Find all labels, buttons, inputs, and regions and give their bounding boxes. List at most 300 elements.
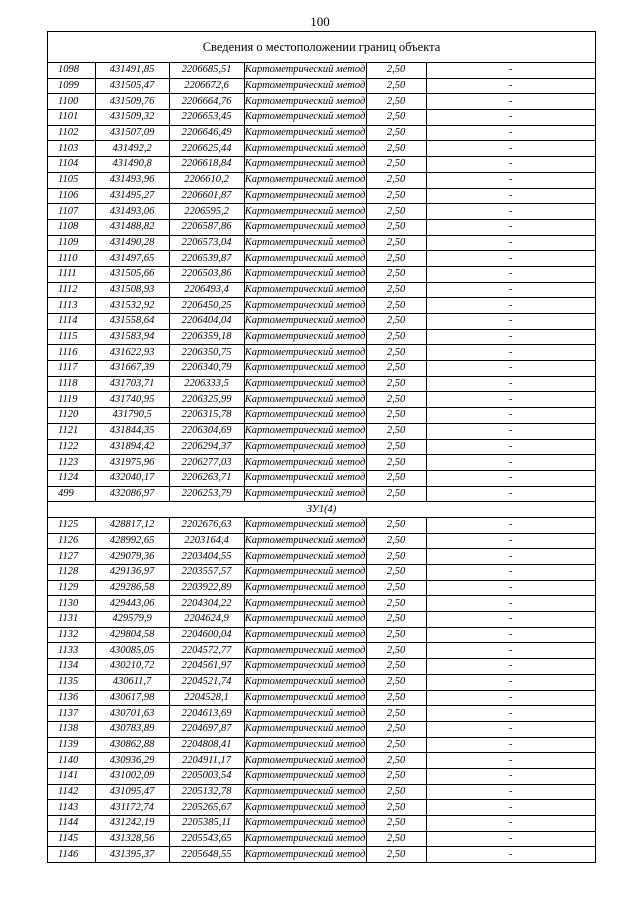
point-number-cell: 1126 (48, 533, 95, 549)
point-number-cell: 1101 (48, 110, 95, 126)
method-cell: Картометрический метод (244, 784, 366, 800)
table-row (48, 800, 595, 816)
description-cell: - (426, 612, 595, 628)
method-cell: Картометрический метод (244, 361, 366, 377)
method-cell: Картометрический метод (244, 345, 366, 361)
description-cell: - (426, 63, 595, 78)
method-cell: Картометрический метод (244, 659, 366, 675)
table-row (48, 580, 595, 596)
point-number-cell: 1111 (48, 266, 95, 282)
description-cell: - (426, 188, 595, 204)
y-coordinate-cell: 2206672,6 (169, 78, 244, 94)
accuracy-cell: 2,50 (366, 690, 426, 706)
accuracy-cell: 2,50 (366, 125, 426, 141)
description-cell: - (426, 486, 595, 502)
point-number-cell: 1139 (48, 737, 95, 753)
description-cell: - (426, 251, 595, 267)
method-cell: Картометрический метод (244, 847, 366, 862)
table-row (48, 172, 595, 188)
description-cell: - (426, 533, 595, 549)
accuracy-cell: 2,50 (366, 486, 426, 502)
y-coordinate-cell: 2206263,71 (169, 470, 244, 486)
description-cell: - (426, 266, 595, 282)
x-coordinate-cell: 432040,17 (95, 470, 169, 486)
table-row (48, 78, 595, 94)
point-number-cell: 1117 (48, 361, 95, 377)
y-coordinate-cell: 2206450,25 (169, 298, 244, 314)
table-row (48, 533, 595, 549)
description-cell: - (426, 659, 595, 675)
y-coordinate-cell: 2206595,2 (169, 204, 244, 220)
description-cell: - (426, 596, 595, 612)
x-coordinate-cell: 429443,06 (95, 596, 169, 612)
x-coordinate-cell: 429136,97 (95, 565, 169, 581)
description-cell: - (426, 643, 595, 659)
description-cell: - (426, 94, 595, 110)
method-cell: Картометрический метод (244, 565, 366, 581)
table-row (48, 423, 595, 439)
x-coordinate-cell: 428992,65 (95, 533, 169, 549)
method-cell: Картометрический метод (244, 737, 366, 753)
y-coordinate-cell: 2206304,69 (169, 423, 244, 439)
accuracy-cell: 2,50 (366, 78, 426, 94)
point-number-cell: 1110 (48, 251, 95, 267)
description-cell: - (426, 314, 595, 330)
method-cell: Картометрический метод (244, 219, 366, 235)
method-cell: Картометрический метод (244, 188, 366, 204)
x-coordinate-cell: 430936,29 (95, 753, 169, 769)
method-cell: Картометрический метод (244, 423, 366, 439)
accuracy-cell: 2,50 (366, 470, 426, 486)
method-cell: Картометрический метод (244, 627, 366, 643)
y-coordinate-cell: 2203404,55 (169, 549, 244, 565)
y-coordinate-cell: 2205648,55 (169, 847, 244, 862)
accuracy-cell: 2,50 (366, 565, 426, 581)
point-number-cell: 1108 (48, 219, 95, 235)
point-number-cell: 1123 (48, 455, 95, 471)
method-cell: Картометрический метод (244, 470, 366, 486)
point-number-cell: 1127 (48, 549, 95, 565)
description-cell: - (426, 753, 595, 769)
y-coordinate-cell: 2206618,84 (169, 157, 244, 173)
accuracy-cell: 2,50 (366, 361, 426, 377)
accuracy-cell: 2,50 (366, 63, 426, 78)
x-coordinate-cell: 431172,74 (95, 800, 169, 816)
table-row (48, 125, 595, 141)
accuracy-cell: 2,50 (366, 282, 426, 298)
point-number-cell: 1100 (48, 94, 95, 110)
accuracy-cell: 2,50 (366, 533, 426, 549)
x-coordinate-cell: 431095,47 (95, 784, 169, 800)
description-cell: - (426, 172, 595, 188)
table-row (48, 549, 595, 565)
method-cell: Картометрический метод (244, 517, 366, 533)
point-number-cell: 1109 (48, 235, 95, 251)
point-number-cell: 1131 (48, 612, 95, 628)
x-coordinate-cell: 431328,56 (95, 831, 169, 847)
accuracy-cell: 2,50 (366, 345, 426, 361)
description-cell: - (426, 816, 595, 832)
method-cell: Картометрический метод (244, 392, 366, 408)
point-number-cell: 1133 (48, 643, 95, 659)
method-cell: Картометрический метод (244, 94, 366, 110)
description-cell: - (426, 298, 595, 314)
x-coordinate-cell: 432086,97 (95, 486, 169, 502)
accuracy-cell: 2,50 (366, 439, 426, 455)
method-cell: Картометрический метод (244, 721, 366, 737)
point-number-cell: 499 (48, 486, 95, 502)
point-number-cell: 1121 (48, 423, 95, 439)
point-number-cell: 1140 (48, 753, 95, 769)
y-coordinate-cell: 2204528,1 (169, 690, 244, 706)
description-cell: - (426, 125, 595, 141)
accuracy-cell: 2,50 (366, 517, 426, 533)
method-cell: Картометрический метод (244, 235, 366, 251)
method-cell: Картометрический метод (244, 753, 366, 769)
description-cell: - (426, 282, 595, 298)
accuracy-cell: 2,50 (366, 219, 426, 235)
x-coordinate-cell: 431509,32 (95, 110, 169, 126)
accuracy-cell: 2,50 (366, 706, 426, 722)
x-coordinate-cell: 430085,05 (95, 643, 169, 659)
table-row (48, 706, 595, 722)
method-cell: Картометрический метод (244, 204, 366, 220)
method-cell: Картометрический метод (244, 329, 366, 345)
x-coordinate-cell: 431497,65 (95, 251, 169, 267)
point-number-cell: 1116 (48, 345, 95, 361)
x-coordinate-cell: 429286,58 (95, 580, 169, 596)
point-number-cell: 1119 (48, 392, 95, 408)
x-coordinate-cell: 431507,09 (95, 125, 169, 141)
accuracy-cell: 2,50 (366, 659, 426, 675)
description-cell: - (426, 345, 595, 361)
point-number-cell: 1112 (48, 282, 95, 298)
x-coordinate-cell: 431844,35 (95, 423, 169, 439)
point-number-cell: 1102 (48, 125, 95, 141)
y-coordinate-cell: 2206277,03 (169, 455, 244, 471)
y-coordinate-cell: 2206325,99 (169, 392, 244, 408)
table-row (48, 361, 595, 377)
table-row (48, 659, 595, 675)
description-cell: - (426, 204, 595, 220)
description-cell: - (426, 690, 595, 706)
point-number-cell: 1136 (48, 690, 95, 706)
x-coordinate-cell: 428817,12 (95, 517, 169, 533)
y-coordinate-cell: 2206340,79 (169, 361, 244, 377)
table-row (48, 219, 595, 235)
y-coordinate-cell: 2204808,41 (169, 737, 244, 753)
x-coordinate-cell: 431558,64 (95, 314, 169, 330)
table-row (48, 188, 595, 204)
point-number-cell: 1105 (48, 172, 95, 188)
table-row (48, 486, 595, 502)
y-coordinate-cell: 2204600,04 (169, 627, 244, 643)
description-cell: - (426, 565, 595, 581)
description-cell: - (426, 219, 595, 235)
y-coordinate-cell: 2205265,67 (169, 800, 244, 816)
point-number-cell: 1132 (48, 627, 95, 643)
point-number-cell: 1120 (48, 408, 95, 424)
table-row (48, 157, 595, 173)
y-coordinate-cell: 2204911,17 (169, 753, 244, 769)
table-row (48, 753, 595, 769)
accuracy-cell: 2,50 (366, 800, 426, 816)
x-coordinate-cell: 431490,8 (95, 157, 169, 173)
table-row (48, 721, 595, 737)
description-cell: - (426, 831, 595, 847)
description-cell: - (426, 157, 595, 173)
point-number-cell: 1146 (48, 847, 95, 862)
x-coordinate-cell: 429079,36 (95, 549, 169, 565)
point-number-cell: 1130 (48, 596, 95, 612)
accuracy-cell: 2,50 (366, 392, 426, 408)
y-coordinate-cell: 2206625,44 (169, 141, 244, 157)
point-number-cell: 1135 (48, 674, 95, 690)
table-row (48, 565, 595, 581)
table-row (48, 141, 595, 157)
accuracy-cell: 2,50 (366, 721, 426, 737)
x-coordinate-cell: 431492,2 (95, 141, 169, 157)
table-row (48, 235, 595, 251)
y-coordinate-cell: 2202676,63 (169, 517, 244, 533)
y-coordinate-cell: 2206315,78 (169, 408, 244, 424)
x-coordinate-cell: 431667,39 (95, 361, 169, 377)
y-coordinate-cell: 2203557,57 (169, 565, 244, 581)
x-coordinate-cell: 430783,89 (95, 721, 169, 737)
x-coordinate-cell: 431505,47 (95, 78, 169, 94)
y-coordinate-cell: 2206646,49 (169, 125, 244, 141)
x-coordinate-cell: 431505,66 (95, 266, 169, 282)
method-cell: Картометрический метод (244, 63, 366, 78)
y-coordinate-cell: 2206610,2 (169, 172, 244, 188)
description-cell: - (509, 848, 513, 860)
x-coordinate-cell: 430617,98 (95, 690, 169, 706)
accuracy-cell: 2,50 (366, 674, 426, 690)
description-cell: - (426, 549, 595, 565)
x-coordinate-cell: 431975,96 (95, 455, 169, 471)
description-cell: - (426, 706, 595, 722)
accuracy-cell: 2,50 (366, 816, 426, 832)
y-coordinate-cell: 2206587,86 (169, 219, 244, 235)
description-cell: - (426, 376, 595, 392)
table-row (48, 314, 595, 330)
x-coordinate-cell: 431242,19 (95, 816, 169, 832)
description-cell: - (426, 392, 595, 408)
method-cell: Картометрический метод (244, 690, 366, 706)
description-cell: - (426, 800, 595, 816)
point-number-cell: 1128 (48, 565, 95, 581)
description-cell: - (426, 768, 595, 784)
description-cell: - (426, 423, 595, 439)
section-row (48, 502, 595, 518)
x-coordinate-cell: 430611,7 (95, 674, 169, 690)
x-coordinate-cell: 431491,85 (95, 63, 169, 78)
x-coordinate-cell: 430210,72 (95, 659, 169, 675)
coordinates-table (48, 63, 595, 862)
y-coordinate-cell: 2205132,78 (169, 784, 244, 800)
table-row (48, 110, 595, 126)
method-cell: Картометрический метод (244, 314, 366, 330)
method-cell: Картометрический метод (244, 157, 366, 173)
table-row (48, 455, 595, 471)
accuracy-cell: 2,50 (366, 737, 426, 753)
table-row (48, 612, 595, 628)
table-row (48, 847, 595, 862)
x-coordinate-cell: 431508,93 (95, 282, 169, 298)
accuracy-cell: 2,50 (366, 580, 426, 596)
method-cell: Картометрический метод (244, 172, 366, 188)
accuracy-cell: 2,50 (366, 157, 426, 173)
point-number-cell: 1118 (48, 376, 95, 392)
table-row (48, 737, 595, 753)
y-coordinate-cell: 2205003,54 (169, 768, 244, 784)
description-cell: - (426, 470, 595, 486)
description-cell: - (426, 627, 595, 643)
description-cell: - (426, 78, 595, 94)
description-cell: - (426, 721, 595, 737)
accuracy-cell: 2,50 (366, 298, 426, 314)
point-number-cell: 1106 (48, 188, 95, 204)
x-coordinate-cell: 431395,37 (95, 847, 169, 862)
table-title: Сведения о местоположении границ объекта (48, 32, 595, 63)
accuracy-cell: 2,50 (366, 266, 426, 282)
accuracy-cell: 2,50 (366, 188, 426, 204)
table-row (48, 643, 595, 659)
method-cell: Картометрический метод (244, 439, 366, 455)
accuracy-cell: 2,50 (366, 847, 426, 862)
accuracy-cell: 2,50 (366, 251, 426, 267)
y-coordinate-cell: 2204572,77 (169, 643, 244, 659)
accuracy-cell: 2,50 (366, 376, 426, 392)
method-cell: Картометрический метод (244, 800, 366, 816)
method-cell: Картометрический метод (244, 643, 366, 659)
method-cell: Картометрический метод (244, 282, 366, 298)
description-cell: - (426, 235, 595, 251)
description-cell: - (426, 517, 595, 533)
description-cell: - (426, 110, 595, 126)
y-coordinate-cell: 2206685,51 (169, 63, 244, 78)
description-cell: - (426, 329, 595, 345)
point-number-cell: 1098 (48, 63, 95, 78)
method-cell: Картометрический метод (244, 831, 366, 847)
accuracy-cell: 2,50 (366, 172, 426, 188)
x-coordinate-cell: 431740,95 (95, 392, 169, 408)
y-coordinate-cell: 2206493,4 (169, 282, 244, 298)
description-cell: - (426, 439, 595, 455)
point-number-cell: 1107 (48, 204, 95, 220)
point-number-cell: 1134 (48, 659, 95, 675)
method-cell: Картометрический метод (244, 78, 366, 94)
y-coordinate-cell: 2206333,5 (169, 376, 244, 392)
accuracy-cell: 2,50 (366, 549, 426, 565)
y-coordinate-cell: 2206359,18 (169, 329, 244, 345)
method-cell: Картометрический метод (244, 816, 366, 832)
point-number-cell: 1114 (48, 314, 95, 330)
method-cell: Картометрический метод (244, 674, 366, 690)
x-coordinate-cell: 431495,27 (95, 188, 169, 204)
method-cell: Картометрический метод (244, 455, 366, 471)
x-coordinate-cell: 431493,96 (95, 172, 169, 188)
method-cell: Картометрический метод (244, 486, 366, 502)
accuracy-cell: 2,50 (366, 784, 426, 800)
y-coordinate-cell: 2206539,87 (169, 251, 244, 267)
x-coordinate-cell: 429579,9 (95, 612, 169, 628)
accuracy-cell: 2,50 (366, 753, 426, 769)
y-coordinate-cell: 2205543,65 (169, 831, 244, 847)
y-coordinate-cell: 2206350,75 (169, 345, 244, 361)
table-row (48, 784, 595, 800)
point-number-cell: 1129 (48, 580, 95, 596)
table-row (48, 329, 595, 345)
y-coordinate-cell: 2206573,04 (169, 235, 244, 251)
point-number-cell: 1122 (48, 439, 95, 455)
table-row (48, 266, 595, 282)
boundary-table (47, 31, 596, 863)
x-coordinate-cell: 431703,71 (95, 376, 169, 392)
y-coordinate-cell: 2204613,69 (169, 706, 244, 722)
table-row (48, 517, 595, 533)
table-row (48, 408, 595, 424)
y-coordinate-cell: 2204697,87 (169, 721, 244, 737)
table-row (48, 470, 595, 486)
x-coordinate-cell: 429804,58 (95, 627, 169, 643)
table-row (48, 251, 595, 267)
table-row (48, 596, 595, 612)
description-cell: - (426, 784, 595, 800)
point-number-cell: 1124 (48, 470, 95, 486)
description-cell: - (426, 580, 595, 596)
description-cell: - (426, 674, 595, 690)
point-number-cell: 1099 (48, 78, 95, 94)
y-coordinate-cell: 2206503,86 (169, 266, 244, 282)
y-coordinate-cell: 2204521,74 (169, 674, 244, 690)
point-number-cell: 1103 (48, 141, 95, 157)
x-coordinate-cell: 431583,94 (95, 329, 169, 345)
y-coordinate-cell: 2206664,76 (169, 94, 244, 110)
description-cell: - (426, 141, 595, 157)
accuracy-cell: 2,50 (366, 141, 426, 157)
table-row (48, 376, 595, 392)
table-row (48, 690, 595, 706)
x-coordinate-cell: 431894,42 (95, 439, 169, 455)
y-coordinate-cell: 2204304,22 (169, 596, 244, 612)
accuracy-cell: 2,50 (366, 612, 426, 628)
method-cell: Картометрический метод (244, 596, 366, 612)
y-coordinate-cell: 2204561,97 (169, 659, 244, 675)
method-cell: Картометрический метод (244, 298, 366, 314)
table-row (48, 282, 595, 298)
method-cell: Картометрический метод (244, 549, 366, 565)
method-cell: Картометрический метод (244, 768, 366, 784)
table-row (48, 392, 595, 408)
accuracy-cell: 2,50 (366, 455, 426, 471)
method-cell: Картометрический метод (244, 612, 366, 628)
accuracy-cell: 2,50 (366, 204, 426, 220)
table-row (48, 768, 595, 784)
accuracy-cell: 2,50 (366, 627, 426, 643)
x-coordinate-cell: 431622,93 (95, 345, 169, 361)
accuracy-cell: 2,50 (366, 314, 426, 330)
point-number-cell: 1137 (48, 706, 95, 722)
table-row (48, 63, 595, 78)
coordinates-table-body (48, 63, 595, 862)
table-row (48, 439, 595, 455)
table-row (48, 204, 595, 220)
accuracy-cell: 2,50 (366, 110, 426, 126)
x-coordinate-cell: 431490,28 (95, 235, 169, 251)
y-coordinate-cell: 2206294,37 (169, 439, 244, 455)
point-number-cell: 1104 (48, 157, 95, 173)
